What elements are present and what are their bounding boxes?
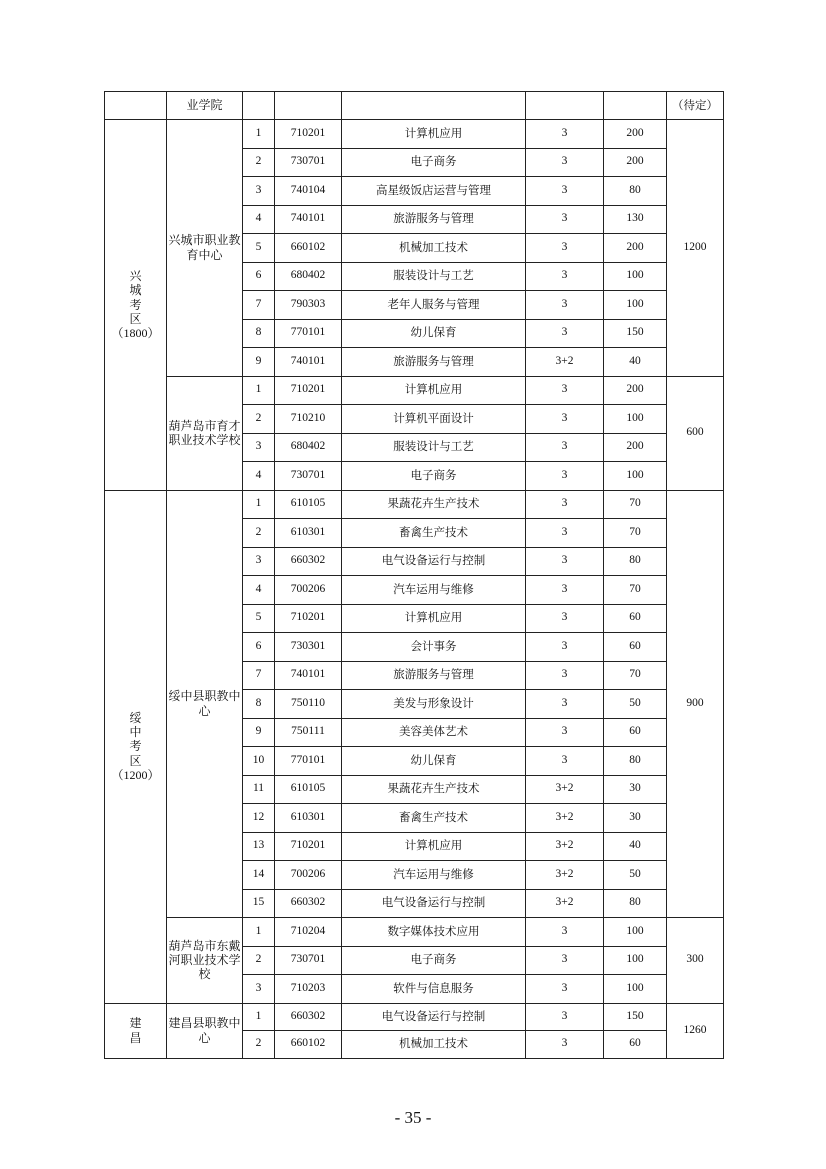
major-code: 730701 — [275, 148, 342, 177]
major-code: 680402 — [275, 433, 342, 462]
exam-region-name-char: 绥 — [129, 710, 142, 725]
row-number: 3 — [243, 433, 275, 462]
major-code: 770101 — [275, 747, 342, 776]
plan-count: 80 — [604, 889, 667, 918]
exam-region-name-char: 兴 — [129, 268, 142, 283]
major-name: 美发与形象设计 — [342, 690, 526, 719]
study-years: 3 — [526, 975, 604, 1004]
major-name: 电气设备运行与控制 — [342, 1003, 526, 1031]
row-number: 8 — [243, 690, 275, 719]
major-name: 旅游服务与管理 — [342, 205, 526, 234]
exam-region-name-char: 建 — [129, 1016, 142, 1031]
major-name: 计算机应用 — [342, 604, 526, 633]
plan-count: 80 — [604, 177, 667, 206]
major-code: 660102 — [275, 234, 342, 263]
major-name: 服装设计与工艺 — [342, 433, 526, 462]
study-years: 3 — [526, 547, 604, 576]
exam-region-name-char: 区 — [129, 311, 142, 326]
exam-region-name-char: 城 — [129, 283, 142, 298]
major-code: 710210 — [275, 405, 342, 434]
plan-count: 100 — [604, 405, 667, 434]
table-cell — [526, 92, 604, 120]
row-number: 3 — [243, 547, 275, 576]
table-cell — [604, 92, 667, 120]
row-number: 12 — [243, 804, 275, 833]
row-number: 2 — [243, 148, 275, 177]
major-name: 计算机应用 — [342, 376, 526, 405]
major-name: 高星级饭店运营与管理 — [342, 177, 526, 206]
major-code: 730701 — [275, 946, 342, 975]
study-years: 3 — [526, 519, 604, 548]
major-code: 680402 — [275, 262, 342, 291]
study-years: 3 — [526, 946, 604, 975]
major-name: 电子商务 — [342, 462, 526, 491]
major-name: 电子商务 — [342, 946, 526, 975]
school-name: 葫芦岛市东戴河职业技术学校 — [167, 918, 243, 1004]
study-years: 3+2 — [526, 775, 604, 804]
major-name: 果蔬花卉生产技术 — [342, 775, 526, 804]
study-years: 3 — [526, 918, 604, 947]
row-number: 8 — [243, 319, 275, 348]
exam-region-name-char: 考 — [129, 297, 142, 312]
plan-count: 70 — [604, 490, 667, 519]
plan-count: 100 — [604, 975, 667, 1004]
plan-count: 70 — [604, 661, 667, 690]
table-cell — [275, 92, 342, 120]
row-number: 9 — [243, 718, 275, 747]
row-number: 3 — [243, 975, 275, 1004]
study-years: 3 — [526, 405, 604, 434]
row-number: 6 — [243, 633, 275, 662]
plan-count: 50 — [604, 690, 667, 719]
row-number: 3 — [243, 177, 275, 206]
exam-region-name-char: 考 — [129, 739, 142, 754]
plan-count: 200 — [604, 148, 667, 177]
major-code: 700206 — [275, 861, 342, 890]
study-years: 3 — [526, 1031, 604, 1059]
plan-count: 100 — [604, 946, 667, 975]
exam-region-quota: （1200） — [111, 768, 160, 783]
exam-region-cell — [105, 490, 167, 1003]
major-name: 果蔬花卉生产技术 — [342, 490, 526, 519]
row-number: 1 — [243, 918, 275, 947]
row-number: 5 — [243, 604, 275, 633]
study-years: 3 — [526, 205, 604, 234]
major-code: 660302 — [275, 889, 342, 918]
row-number: 7 — [243, 661, 275, 690]
major-name: 美容美体艺术 — [342, 718, 526, 747]
school-total-note: （待定） — [667, 92, 724, 120]
study-years: 3 — [526, 234, 604, 263]
row-number: 4 — [243, 576, 275, 605]
plan-count: 130 — [604, 205, 667, 234]
study-years: 3 — [526, 177, 604, 206]
major-name: 机械加工技术 — [342, 1031, 526, 1059]
school-name: 绥中县职教中心 — [167, 490, 243, 918]
school-total: 600 — [667, 376, 724, 490]
row-number: 7 — [243, 291, 275, 320]
study-years: 3 — [526, 1003, 604, 1031]
plan-count: 70 — [604, 576, 667, 605]
exam-region-quota: （1800） — [111, 326, 160, 341]
table-row — [105, 92, 724, 120]
row-number: 2 — [243, 519, 275, 548]
study-years: 3 — [526, 661, 604, 690]
page-number: - 35 - — [394, 1108, 432, 1127]
plan-count: 80 — [604, 747, 667, 776]
study-years: 3 — [526, 604, 604, 633]
table-row — [105, 120, 724, 149]
row-number: 1 — [243, 120, 275, 149]
row-number: 4 — [243, 205, 275, 234]
study-years: 3 — [526, 148, 604, 177]
major-name: 计算机平面设计 — [342, 405, 526, 434]
study-years: 3 — [526, 376, 604, 405]
major-code: 610301 — [275, 804, 342, 833]
major-name: 幼儿保育 — [342, 319, 526, 348]
table-cell — [105, 92, 167, 120]
school-name-continued: 业学院 — [167, 92, 243, 120]
major-name: 会计事务 — [342, 633, 526, 662]
study-years: 3+2 — [526, 861, 604, 890]
plan-count: 60 — [604, 718, 667, 747]
school-name: 葫芦岛市育才职业技术学校 — [167, 376, 243, 490]
major-code: 710203 — [275, 975, 342, 1004]
row-number: 10 — [243, 747, 275, 776]
study-years: 3 — [526, 490, 604, 519]
study-years: 3 — [526, 291, 604, 320]
row-number: 4 — [243, 462, 275, 491]
major-name: 畜禽生产技术 — [342, 804, 526, 833]
plan-count: 70 — [604, 519, 667, 548]
row-number: 1 — [243, 376, 275, 405]
table-cell — [243, 92, 275, 120]
major-code: 740101 — [275, 205, 342, 234]
exam-region-name-char: 中 — [129, 724, 142, 739]
major-code: 740101 — [275, 661, 342, 690]
row-number: 2 — [243, 405, 275, 434]
row-number: 9 — [243, 348, 275, 377]
plan-count: 200 — [604, 120, 667, 149]
major-name: 旅游服务与管理 — [342, 348, 526, 377]
major-name: 汽车运用与维修 — [342, 861, 526, 890]
plan-count: 100 — [604, 291, 667, 320]
major-code: 610105 — [275, 490, 342, 519]
study-years: 3 — [526, 633, 604, 662]
major-code: 740104 — [275, 177, 342, 206]
major-code: 730301 — [275, 633, 342, 662]
major-name: 电气设备运行与控制 — [342, 547, 526, 576]
major-code: 710201 — [275, 376, 342, 405]
major-code: 750110 — [275, 690, 342, 719]
major-name: 计算机应用 — [342, 120, 526, 149]
school-total: 1200 — [667, 120, 724, 377]
plan-count: 30 — [604, 775, 667, 804]
row-number: 1 — [243, 490, 275, 519]
major-code: 700206 — [275, 576, 342, 605]
row-number: 2 — [243, 1031, 275, 1059]
plan-count: 40 — [604, 348, 667, 377]
row-number: 15 — [243, 889, 275, 918]
study-years: 3 — [526, 262, 604, 291]
study-years: 3 — [526, 576, 604, 605]
major-name: 电子商务 — [342, 148, 526, 177]
plan-count: 150 — [604, 319, 667, 348]
exam-region-cell — [105, 1003, 167, 1058]
major-name: 软件与信息服务 — [342, 975, 526, 1004]
study-years: 3 — [526, 690, 604, 719]
exam-region-name-char: 昌 — [129, 1030, 142, 1045]
major-code: 790303 — [275, 291, 342, 320]
table-row — [105, 376, 724, 405]
school-name: 建昌县职教中心 — [167, 1003, 243, 1058]
plan-count: 200 — [604, 376, 667, 405]
plan-count: 60 — [604, 604, 667, 633]
major-code: 660102 — [275, 1031, 342, 1059]
school-total: 300 — [667, 918, 724, 1004]
row-number: 11 — [243, 775, 275, 804]
row-number: 13 — [243, 832, 275, 861]
plan-count: 50 — [604, 861, 667, 890]
major-name: 电气设备运行与控制 — [342, 889, 526, 918]
major-name: 汽车运用与维修 — [342, 576, 526, 605]
major-code: 740101 — [275, 348, 342, 377]
plan-count: 200 — [604, 433, 667, 462]
exam-region-cell — [105, 120, 167, 491]
table-row — [105, 1003, 724, 1031]
major-name: 计算机应用 — [342, 832, 526, 861]
major-code: 750111 — [275, 718, 342, 747]
plan-count: 60 — [604, 633, 667, 662]
major-code: 610301 — [275, 519, 342, 548]
study-years: 3 — [526, 718, 604, 747]
study-years: 3+2 — [526, 348, 604, 377]
row-number: 2 — [243, 946, 275, 975]
major-name: 机械加工技术 — [342, 234, 526, 263]
major-code: 710201 — [275, 604, 342, 633]
major-code: 730701 — [275, 462, 342, 491]
plan-count: 100 — [604, 262, 667, 291]
table-body — [105, 92, 724, 1059]
table-cell — [342, 92, 526, 120]
plan-count: 200 — [604, 234, 667, 263]
major-name: 旅游服务与管理 — [342, 661, 526, 690]
study-years: 3 — [526, 747, 604, 776]
study-years: 3+2 — [526, 889, 604, 918]
row-number: 1 — [243, 1003, 275, 1031]
plan-count: 100 — [604, 462, 667, 491]
study-years: 3 — [526, 319, 604, 348]
plan-count: 60 — [604, 1031, 667, 1059]
plan-count: 30 — [604, 804, 667, 833]
major-name: 数字媒体技术应用 — [342, 918, 526, 947]
plan-count: 80 — [604, 547, 667, 576]
major-code: 770101 — [275, 319, 342, 348]
study-years: 3 — [526, 462, 604, 491]
major-code: 660302 — [275, 547, 342, 576]
row-number: 6 — [243, 262, 275, 291]
major-code: 710201 — [275, 120, 342, 149]
plan-count: 150 — [604, 1003, 667, 1031]
major-code: 660302 — [275, 1003, 342, 1031]
study-years: 3 — [526, 433, 604, 462]
row-number: 14 — [243, 861, 275, 890]
study-years: 3 — [526, 120, 604, 149]
school-total: 900 — [667, 490, 724, 918]
school-name: 兴城市职业教育中心 — [167, 120, 243, 377]
major-code: 710204 — [275, 918, 342, 947]
major-name: 服装设计与工艺 — [342, 262, 526, 291]
study-years: 3+2 — [526, 804, 604, 833]
major-code: 710201 — [275, 832, 342, 861]
major-name: 老年人服务与管理 — [342, 291, 526, 320]
school-total: 1260 — [667, 1003, 724, 1058]
table-row — [105, 490, 724, 519]
major-code: 610105 — [275, 775, 342, 804]
study-years: 3+2 — [526, 832, 604, 861]
major-name: 幼儿保育 — [342, 747, 526, 776]
exam-region-name-char: 区 — [129, 753, 142, 768]
row-number: 5 — [243, 234, 275, 263]
plan-count: 40 — [604, 832, 667, 861]
plan-count: 100 — [604, 918, 667, 947]
enrollment-plan-table — [104, 91, 724, 1059]
table-row — [105, 918, 724, 947]
major-name: 畜禽生产技术 — [342, 519, 526, 548]
